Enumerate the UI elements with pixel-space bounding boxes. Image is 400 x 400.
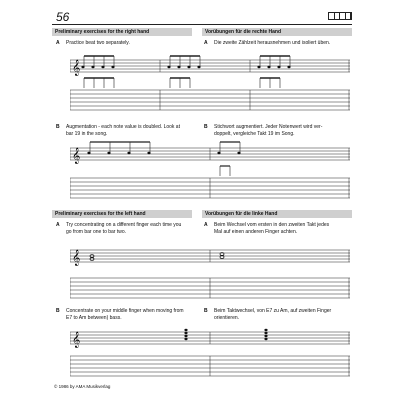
- svg-text:𝄞: 𝄞: [72, 148, 81, 164]
- item-b-right-en: B Augmentation - each note value is doubled. Look at bar 19 in the song.: [56, 124, 180, 137]
- copyright-notice: © 1986 by AMA Musikverlag: [54, 384, 111, 389]
- svg-text:𝄞: 𝄞: [72, 250, 81, 266]
- item-b-left-en: B Concentrate on your middle finger when moving from E7 to Am between) bass.: [56, 308, 184, 321]
- item-a-left-en: A Try concentrating on a different finger each time you go from bar one to bar two.: [56, 222, 182, 235]
- item-a-right-en: A Practice beat two separately.: [56, 40, 130, 46]
- music-staff-exercise-b-left: [70, 322, 350, 382]
- music-book-page: [52, 8, 352, 396]
- top-rule: [52, 24, 352, 25]
- svg-text:𝄞: 𝄞: [72, 332, 81, 348]
- item-b-right-de: B Stichwort augmentiert. Jeder Notenwert wird ver- doppelt, vergleiche Takt 19 im Song.: [204, 124, 323, 137]
- item-a-right-de: A Die zweite Zählzeit herausnehmen und isoliert üben.: [204, 40, 331, 46]
- item-b-left-de: B Beim Taktwechsel, von E7 zu Am, auf zweiten Finger orientieren.: [204, 308, 332, 321]
- section-header-right-hand-en: Preliminary exercises for the right hand: [52, 28, 192, 36]
- section-header-right-hand-de: Vorübungen für die rechte Hand: [202, 28, 352, 36]
- section-header-left-hand-de: Vorübungen für die linke Hand: [202, 210, 352, 218]
- item-a-left-de: A Beim Wechsel vom ersten in den zweiten Takt jedes Mal auf einen anderen Finger achten.: [204, 222, 330, 235]
- svg-text:𝄞: 𝄞: [72, 60, 81, 76]
- section-header-left-hand-en: Preliminary exercises for the left hand: [52, 210, 192, 218]
- music-staff-exercise-a-right: [70, 52, 350, 114]
- music-staff-exercise-a-left: [70, 240, 350, 304]
- publisher-logo: [328, 12, 352, 20]
- page-number: 56: [56, 10, 70, 24]
- music-staff-exercise-b-right: [70, 140, 350, 202]
